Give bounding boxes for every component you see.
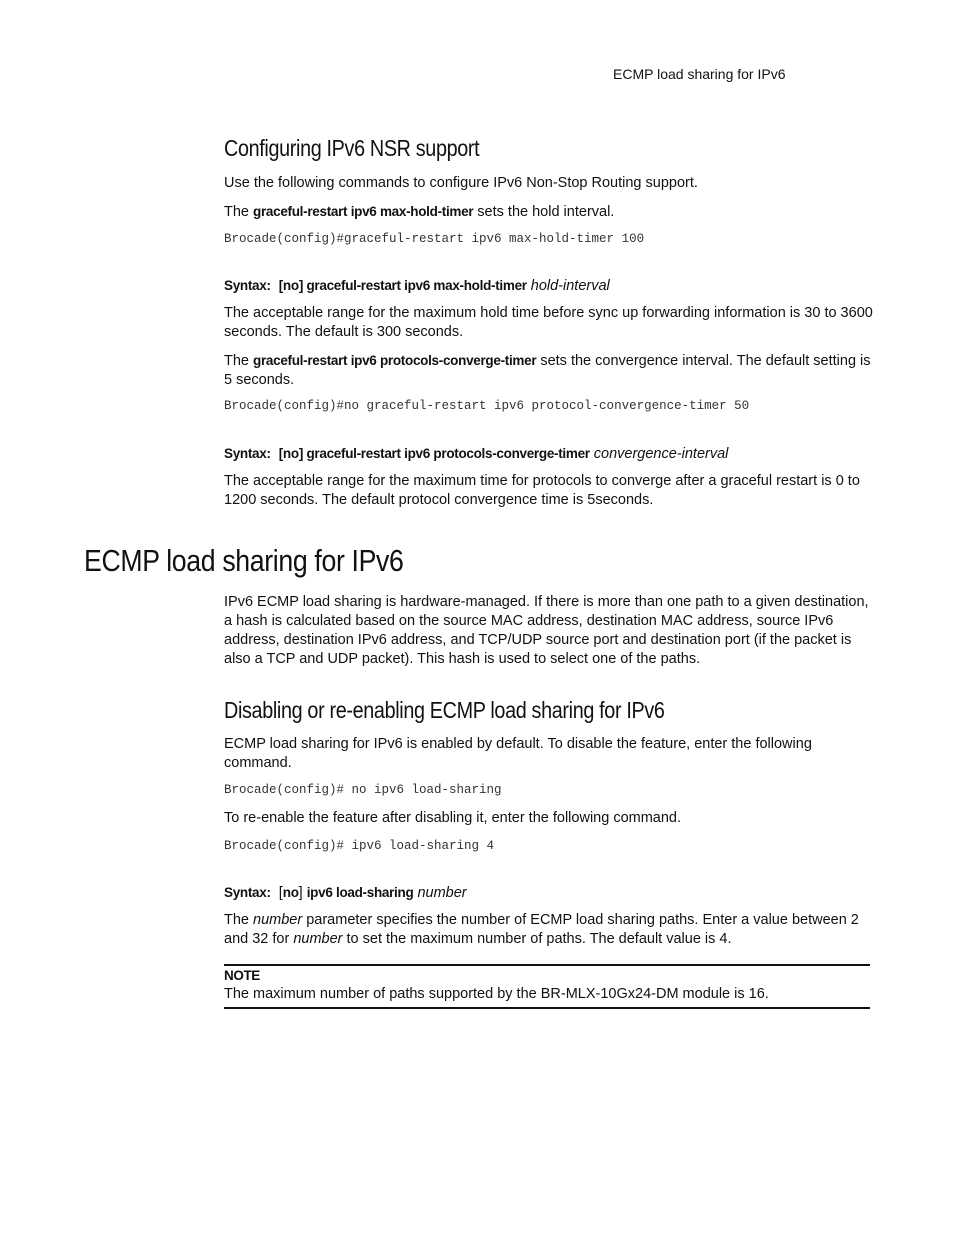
syntax-command: [no] graceful-restart ipv6 max-hold-timer — [278, 278, 527, 293]
note-label: NOTE — [224, 968, 260, 983]
syntax-line-hold-timer — [224, 276, 610, 296]
ecmp-paragraph-intro: IPv6 ECMP load sharing is hardware-managed. If there is more than one path to a given destination, a hash is calculated based on the source MAC address, destination MAC address, source IPv6 address, destination IPv6 address, and TCP/UDP source port and destination port (if the packet is also a TCP and UDP packet). This hash is used to select one of the paths. — [224, 594, 869, 667]
text-run: The — [224, 353, 254, 369]
nsr-paragraph-hold — [224, 202, 874, 222]
syntax-bracket-close: ] — [298, 885, 303, 901]
disable-paragraph-default: ECMP load sharing for IPv6 is enabled by default. To disable the feature, enter the following command. — [224, 736, 812, 771]
running-header: ECMP load sharing for IPv6 — [613, 66, 786, 82]
syntax-command: [no] graceful-restart ipv6 protocols-converge-timer — [278, 446, 590, 461]
text-run: to set the maximum number of paths. The default value is 4. — [342, 931, 732, 947]
code-example-no-load-sharing: Brocade(config)# no ipv6 load-sharing — [224, 783, 502, 797]
text-run: sets the hold interval. — [473, 204, 615, 220]
text-run: The — [224, 912, 254, 928]
command-name: graceful-restart ipv6 max-hold-timer — [253, 204, 474, 219]
note-bottom-rule — [224, 1007, 870, 1009]
text-run: parameter specifies the number of ECMP load sharing paths. Enter a value between 2 and 32 for — [224, 912, 859, 947]
syntax-argument: convergence-interval — [593, 446, 729, 462]
syntax-argument: hold-interval — [530, 278, 610, 294]
syntax-label: Syntax: — [224, 885, 271, 900]
nsr-paragraph-hold-range: The acceptable range for the maximum hold time before sync up forwarding information is 30 to 3600 seconds. The default is 300 seconds. — [224, 305, 873, 340]
code-example-hold-timer: Brocade(config)#graceful-restart ipv6 max-hold-timer 100 — [224, 232, 645, 246]
syntax-label: Syntax: — [224, 278, 271, 293]
nsr-intro: Use the following commands to configure IPv6 Non-Stop Routing support. — [224, 175, 698, 191]
section-heading-disable: Disabling or re-enabling ECMP load sharing for IPv6 — [224, 697, 665, 723]
parameter-name: number — [253, 912, 303, 928]
section-heading-nsr: Configuring IPv6 NSR support — [224, 135, 480, 161]
text-run: sets the convergence interval. The default setting is 5 seconds. — [224, 353, 871, 388]
chapter-heading-ecmp: ECMP load sharing for IPv6 — [84, 543, 404, 578]
syntax-bracket-open: [ — [278, 885, 283, 901]
command-name: graceful-restart ipv6 protocols-converge-timer — [253, 353, 537, 368]
syntax-no-keyword: no — [282, 885, 299, 900]
nsr-paragraph-converge-range: The acceptable range for the maximum time for protocols to converge after a graceful restart is 0 to 1200 seconds. The default protocol convergence time is 5seconds. — [224, 473, 860, 508]
code-example-converge-timer: Brocade(config)#no graceful-restart ipv6 protocol-convergence-timer 50 — [224, 399, 750, 413]
note-text: The maximum number of paths supported by the BR-MLX-10Gx24-DM module is 16. — [224, 986, 769, 1002]
syntax-line-converge-timer — [224, 444, 728, 464]
note-top-rule — [224, 964, 870, 966]
code-example-load-sharing: Brocade(config)# ipv6 load-sharing 4 — [224, 839, 495, 853]
syntax-argument: number — [417, 885, 467, 901]
parameter-name: number — [293, 931, 343, 947]
syntax-line-load-sharing — [224, 883, 467, 903]
text-run: The — [224, 204, 254, 220]
syntax-label: Syntax: — [224, 446, 271, 461]
nsr-paragraph-converge — [224, 351, 874, 390]
disable-paragraph-reenable: To re-enable the feature after disabling it, enter the following command. — [224, 810, 682, 826]
syntax-command: ipv6 load-sharing — [306, 885, 414, 900]
disable-paragraph-number — [224, 911, 874, 949]
